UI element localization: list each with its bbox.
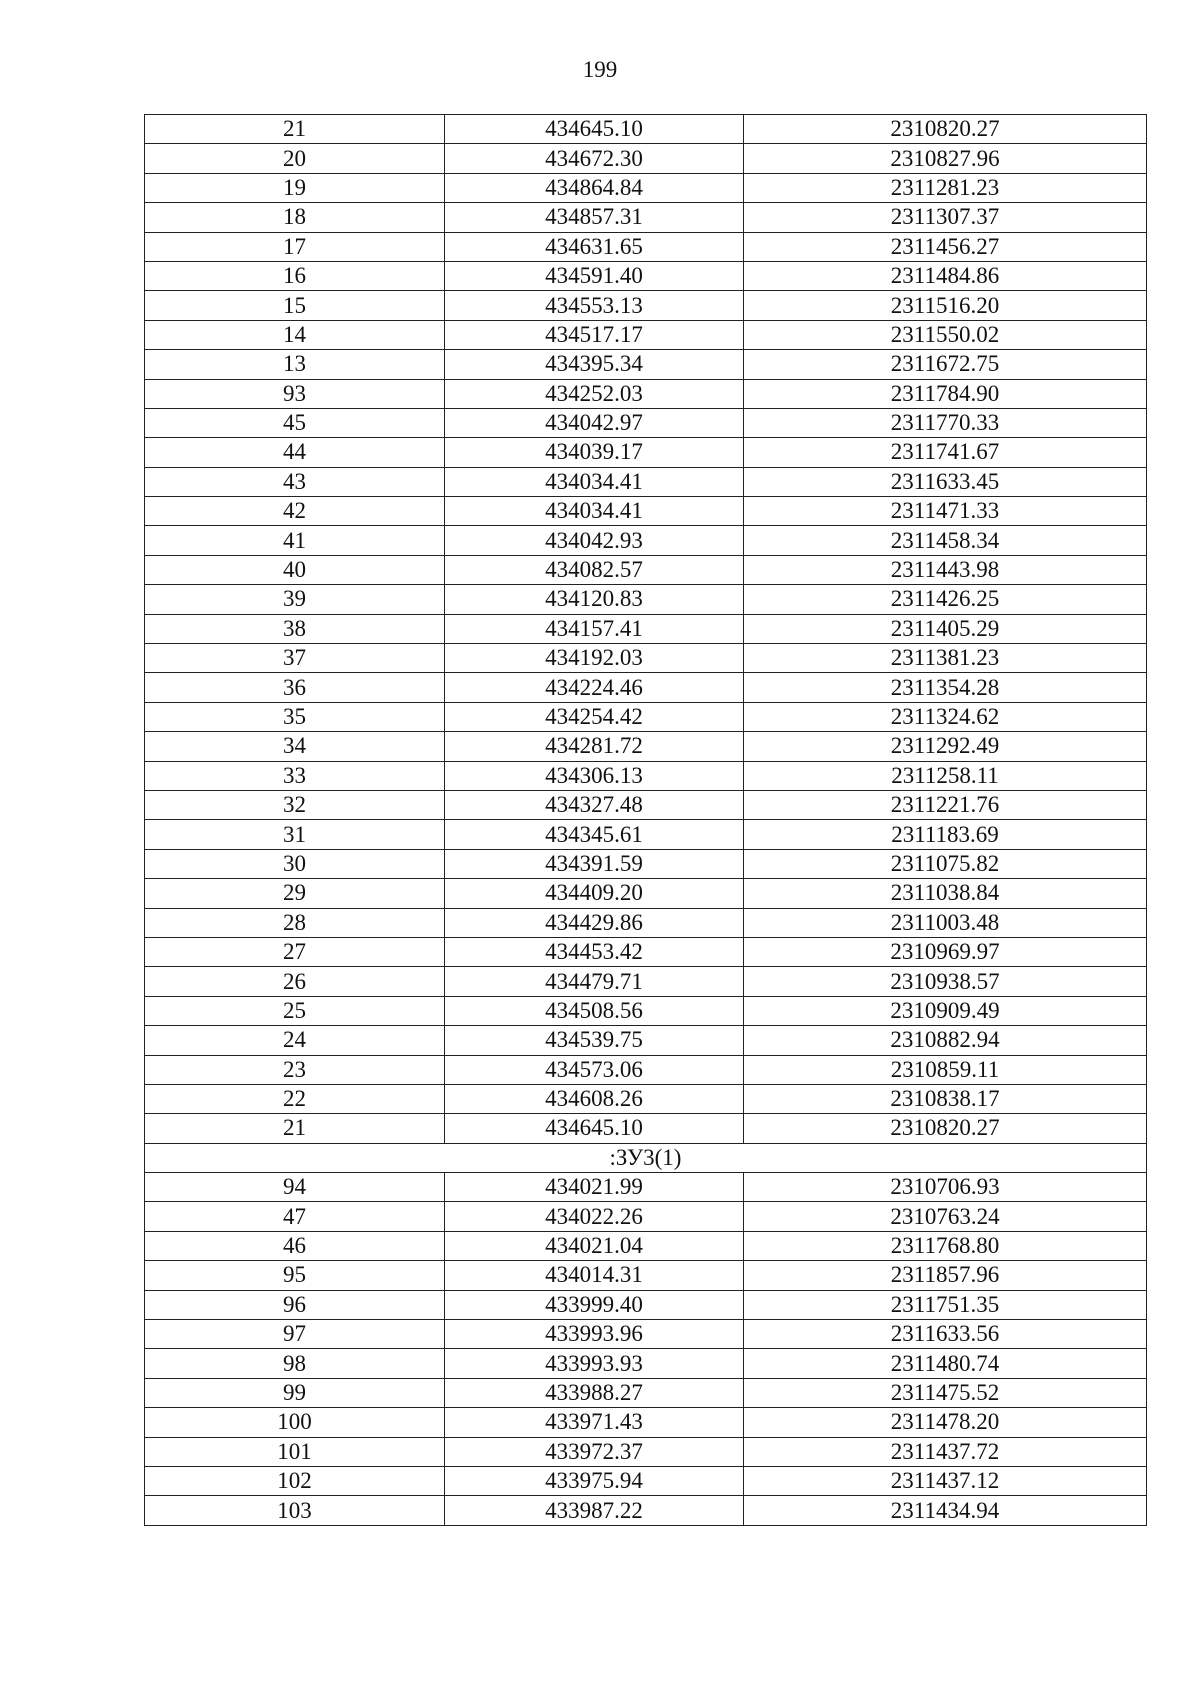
x-coordinate-cell: 434254.42 [445, 702, 744, 731]
x-coordinate-cell: 434021.04 [445, 1231, 744, 1260]
x-coordinate-cell: 434453.42 [445, 937, 744, 966]
table-row [145, 1349, 1147, 1378]
y-coordinate-cell: 2311633.45 [744, 467, 1147, 496]
y-coordinate-cell: 2311281.23 [744, 173, 1147, 202]
point-number-cell: 96 [145, 1290, 445, 1319]
x-coordinate-cell: 434192.03 [445, 644, 744, 673]
x-coordinate-cell: 434042.97 [445, 408, 744, 437]
point-number-cell: 46 [145, 1231, 445, 1260]
point-number-cell: 24 [145, 1026, 445, 1055]
x-coordinate-cell: 433975.94 [445, 1466, 744, 1495]
table-row [145, 1055, 1147, 1084]
y-coordinate-cell: 2310882.94 [744, 1026, 1147, 1055]
point-number-cell: 95 [145, 1261, 445, 1290]
y-coordinate-cell: 2311354.28 [744, 673, 1147, 702]
table-row [145, 1026, 1147, 1055]
x-coordinate-cell: 434252.03 [445, 379, 744, 408]
table-row [145, 350, 1147, 379]
point-number-cell: 20 [145, 144, 445, 173]
point-number-cell: 42 [145, 497, 445, 526]
section-label: :ЗУ3(1) [145, 1143, 1147, 1172]
table-row [145, 644, 1147, 673]
x-coordinate-cell: 434645.10 [445, 1114, 744, 1143]
point-number-cell: 39 [145, 585, 445, 614]
y-coordinate-cell: 2311434.94 [744, 1496, 1147, 1525]
y-coordinate-cell: 2311475.52 [744, 1378, 1147, 1407]
y-coordinate-cell: 2311443.98 [744, 555, 1147, 584]
x-coordinate-cell: 434014.31 [445, 1261, 744, 1290]
x-coordinate-cell: 434042.93 [445, 526, 744, 555]
x-coordinate-cell: 434517.17 [445, 320, 744, 349]
y-coordinate-cell: 2311770.33 [744, 408, 1147, 437]
x-coordinate-cell: 434391.59 [445, 849, 744, 878]
y-coordinate-cell: 2311381.23 [744, 644, 1147, 673]
y-coordinate-cell: 2311183.69 [744, 820, 1147, 849]
x-coordinate-cell: 434039.17 [445, 438, 744, 467]
point-number-cell: 99 [145, 1378, 445, 1407]
table-row [145, 996, 1147, 1025]
y-coordinate-cell: 2311292.49 [744, 732, 1147, 761]
point-number-cell: 14 [145, 320, 445, 349]
x-coordinate-cell: 434857.31 [445, 203, 744, 232]
point-number-cell: 38 [145, 614, 445, 643]
table-row [145, 1261, 1147, 1290]
y-coordinate-cell: 2311437.72 [744, 1437, 1147, 1466]
point-number-cell: 29 [145, 879, 445, 908]
x-coordinate-cell: 434021.99 [445, 1173, 744, 1202]
table-row [145, 908, 1147, 937]
point-number-cell: 27 [145, 937, 445, 966]
section-label-row [145, 1143, 1147, 1172]
y-coordinate-cell: 2310909.49 [744, 996, 1147, 1025]
point-number-cell: 101 [145, 1437, 445, 1466]
y-coordinate-cell: 2311550.02 [744, 320, 1147, 349]
point-number-cell: 97 [145, 1320, 445, 1349]
x-coordinate-cell: 434345.61 [445, 820, 744, 849]
point-number-cell: 31 [145, 820, 445, 849]
point-number-cell: 32 [145, 790, 445, 819]
point-number-cell: 22 [145, 1084, 445, 1113]
point-number-cell: 100 [145, 1408, 445, 1437]
point-number-cell: 17 [145, 232, 445, 261]
y-coordinate-cell: 2311038.84 [744, 879, 1147, 908]
point-number-cell: 34 [145, 732, 445, 761]
table-row [145, 467, 1147, 496]
point-number-cell: 26 [145, 967, 445, 996]
x-coordinate-cell: 434306.13 [445, 761, 744, 790]
y-coordinate-cell: 2310838.17 [744, 1084, 1147, 1113]
x-coordinate-cell: 433971.43 [445, 1408, 744, 1437]
point-number-cell: 102 [145, 1466, 445, 1495]
table-row [145, 614, 1147, 643]
x-coordinate-cell: 434672.30 [445, 144, 744, 173]
x-coordinate-cell: 433972.37 [445, 1437, 744, 1466]
x-coordinate-cell: 434631.65 [445, 232, 744, 261]
point-number-cell: 37 [145, 644, 445, 673]
point-number-cell: 18 [145, 203, 445, 232]
table-row [145, 203, 1147, 232]
table-row [145, 849, 1147, 878]
table-row [145, 1378, 1147, 1407]
table-row [145, 1437, 1147, 1466]
x-coordinate-cell: 433993.93 [445, 1349, 744, 1378]
table-row [145, 379, 1147, 408]
x-coordinate-cell: 434022.26 [445, 1202, 744, 1231]
y-coordinate-cell: 2310820.27 [744, 1114, 1147, 1143]
table-row [145, 408, 1147, 437]
coordinates-table-body [145, 115, 1147, 1526]
y-coordinate-cell: 2311751.35 [744, 1290, 1147, 1319]
point-number-cell: 43 [145, 467, 445, 496]
y-coordinate-cell: 2311003.48 [744, 908, 1147, 937]
point-number-cell: 28 [145, 908, 445, 937]
y-coordinate-cell: 2311437.12 [744, 1466, 1147, 1495]
table-row [145, 732, 1147, 761]
x-coordinate-cell: 434120.83 [445, 585, 744, 614]
point-number-cell: 30 [145, 849, 445, 878]
table-row [145, 261, 1147, 290]
y-coordinate-cell: 2311768.80 [744, 1231, 1147, 1260]
y-coordinate-cell: 2311075.82 [744, 849, 1147, 878]
x-coordinate-cell: 433987.22 [445, 1496, 744, 1525]
x-coordinate-cell: 433993.96 [445, 1320, 744, 1349]
y-coordinate-cell: 2311784.90 [744, 379, 1147, 408]
point-number-cell: 23 [145, 1055, 445, 1084]
table-row [145, 1084, 1147, 1113]
y-coordinate-cell: 2311426.25 [744, 585, 1147, 614]
y-coordinate-cell: 2310763.24 [744, 1202, 1147, 1231]
y-coordinate-cell: 2311221.76 [744, 790, 1147, 819]
table-row [145, 497, 1147, 526]
table-row [145, 879, 1147, 908]
x-coordinate-cell: 434608.26 [445, 1084, 744, 1113]
point-number-cell: 94 [145, 1173, 445, 1202]
x-coordinate-cell: 434224.46 [445, 673, 744, 702]
point-number-cell: 36 [145, 673, 445, 702]
x-coordinate-cell: 434864.84 [445, 173, 744, 202]
y-coordinate-cell: 2311484.86 [744, 261, 1147, 290]
point-number-cell: 21 [145, 115, 445, 144]
x-coordinate-cell: 434395.34 [445, 350, 744, 379]
y-coordinate-cell: 2311456.27 [744, 232, 1147, 261]
page-number: 199 [582, 57, 618, 82]
x-coordinate-cell: 434553.13 [445, 291, 744, 320]
x-coordinate-cell: 434573.06 [445, 1055, 744, 1084]
table-row [145, 1202, 1147, 1231]
y-coordinate-cell: 2311258.11 [744, 761, 1147, 790]
table-row [145, 585, 1147, 614]
y-coordinate-cell: 2310969.97 [744, 937, 1147, 966]
table-row [145, 1173, 1147, 1202]
x-coordinate-cell: 433988.27 [445, 1378, 744, 1407]
point-number-cell: 103 [145, 1496, 445, 1525]
x-coordinate-cell: 434157.41 [445, 614, 744, 643]
table-row [145, 115, 1147, 144]
table-row [145, 702, 1147, 731]
x-coordinate-cell: 434479.71 [445, 967, 744, 996]
table-row [145, 673, 1147, 702]
table-row [145, 1290, 1147, 1319]
point-number-cell: 40 [145, 555, 445, 584]
table-row [145, 173, 1147, 202]
y-coordinate-cell: 2310938.57 [744, 967, 1147, 996]
y-coordinate-cell: 2311672.75 [744, 350, 1147, 379]
point-number-cell: 33 [145, 761, 445, 790]
x-coordinate-cell: 434409.20 [445, 879, 744, 908]
y-coordinate-cell: 2311307.37 [744, 203, 1147, 232]
table-row [145, 526, 1147, 555]
y-coordinate-cell: 2311478.20 [744, 1408, 1147, 1437]
x-coordinate-cell: 434034.41 [445, 497, 744, 526]
x-coordinate-cell: 434082.57 [445, 555, 744, 584]
point-number-cell: 98 [145, 1349, 445, 1378]
point-number-cell: 15 [145, 291, 445, 320]
table-row [145, 967, 1147, 996]
x-coordinate-cell: 434591.40 [445, 261, 744, 290]
y-coordinate-cell: 2310827.96 [744, 144, 1147, 173]
y-coordinate-cell: 2311633.56 [744, 1320, 1147, 1349]
table-row [145, 555, 1147, 584]
table-row [145, 790, 1147, 819]
x-coordinate-cell: 434508.56 [445, 996, 744, 1025]
table-row [145, 937, 1147, 966]
y-coordinate-cell: 2311480.74 [744, 1349, 1147, 1378]
table-row [145, 1320, 1147, 1349]
point-number-cell: 16 [145, 261, 445, 290]
point-number-cell: 45 [145, 408, 445, 437]
y-coordinate-cell: 2311458.34 [744, 526, 1147, 555]
table-row [145, 820, 1147, 849]
table-row [145, 291, 1147, 320]
table-row [145, 1466, 1147, 1495]
x-coordinate-cell: 434539.75 [445, 1026, 744, 1055]
y-coordinate-cell: 2310706.93 [744, 1173, 1147, 1202]
point-number-cell: 47 [145, 1202, 445, 1231]
y-coordinate-cell: 2310859.11 [744, 1055, 1147, 1084]
x-coordinate-cell: 434034.41 [445, 467, 744, 496]
coordinates-table [144, 114, 1147, 1526]
y-coordinate-cell: 2311324.62 [744, 702, 1147, 731]
table-row [145, 1408, 1147, 1437]
point-number-cell: 21 [145, 1114, 445, 1143]
table-row [145, 1231, 1147, 1260]
table-row [145, 1114, 1147, 1143]
y-coordinate-cell: 2311516.20 [744, 291, 1147, 320]
point-number-cell: 93 [145, 379, 445, 408]
table-row [145, 761, 1147, 790]
table-row [145, 1496, 1147, 1525]
point-number-cell: 44 [145, 438, 445, 467]
x-coordinate-cell: 434429.86 [445, 908, 744, 937]
y-coordinate-cell: 2311741.67 [744, 438, 1147, 467]
table-row [145, 232, 1147, 261]
table-row [145, 438, 1147, 467]
point-number-cell: 19 [145, 173, 445, 202]
x-coordinate-cell: 434645.10 [445, 115, 744, 144]
x-coordinate-cell: 433999.40 [445, 1290, 744, 1319]
x-coordinate-cell: 434281.72 [445, 732, 744, 761]
y-coordinate-cell: 2311471.33 [744, 497, 1147, 526]
point-number-cell: 13 [145, 350, 445, 379]
y-coordinate-cell: 2311405.29 [744, 614, 1147, 643]
point-number-cell: 35 [145, 702, 445, 731]
table-row [145, 144, 1147, 173]
y-coordinate-cell: 2310820.27 [744, 115, 1147, 144]
table-row [145, 320, 1147, 349]
point-number-cell: 41 [145, 526, 445, 555]
x-coordinate-cell: 434327.48 [445, 790, 744, 819]
y-coordinate-cell: 2311857.96 [744, 1261, 1147, 1290]
point-number-cell: 25 [145, 996, 445, 1025]
